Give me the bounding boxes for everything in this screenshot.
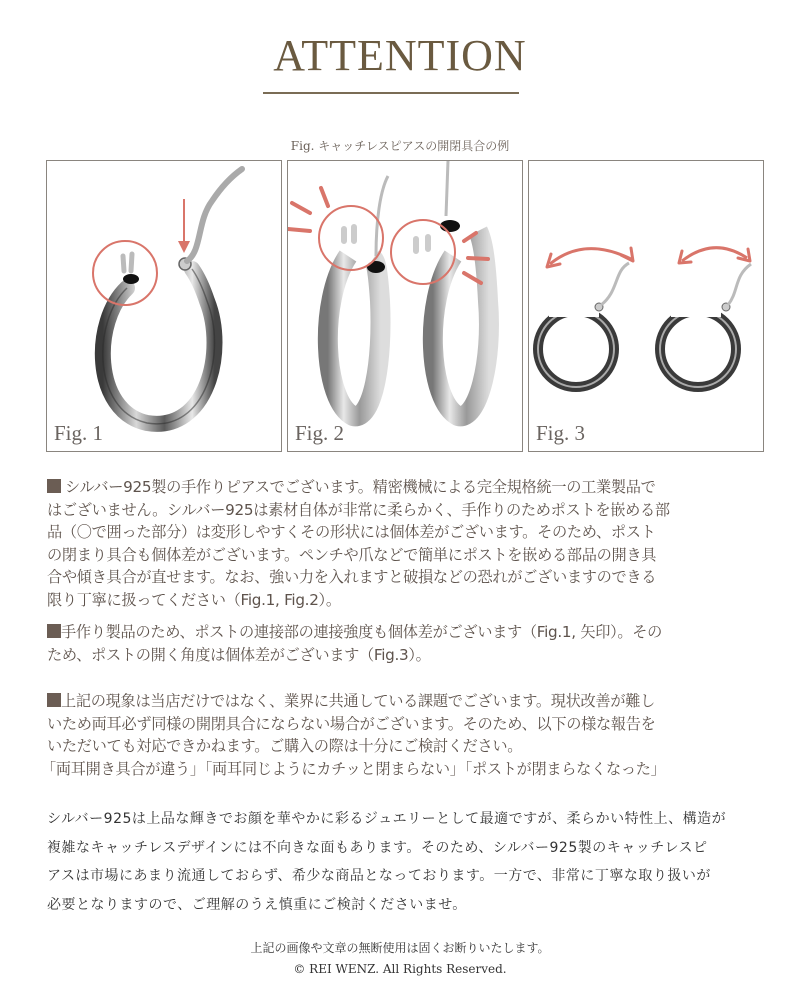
title-divider — [263, 92, 519, 94]
text-line: 限り丁寧に扱ってください（Fig.1, Fig.2）。 — [47, 590, 341, 609]
earrings-circled-sockets-illustration — [288, 161, 523, 452]
text-line: いただいても対応できかねます。ご購入の際は十分にご検討ください。 — [47, 737, 523, 756]
text-line: 品（〇で囲った部分）は変形しやすくその形状には個体差がございます。そのため、ポスト — [47, 523, 656, 542]
text-line: ため、ポストの開く角度は個体差がございます（Fig.3）。 — [47, 645, 431, 664]
copyright: © REI WENZ. All Rights Reserved. — [293, 962, 507, 976]
usage-notice: 上記の画像や文章の無断使用は固くお断りいたします。 — [250, 941, 550, 955]
earring-open-hoop-illustration — [47, 161, 282, 452]
section-industry-notice — [41, 690, 767, 780]
text-line: 合や傾き具合が直せます。なお、強い力を入れますと破損などの恐れがございますのできる — [47, 568, 657, 587]
page-title: ATTENTION — [273, 31, 527, 80]
square-bullet-icon — [47, 479, 61, 493]
figure-1-label: Fig. 1 — [54, 421, 104, 445]
text-line: 「両耳開き具合が違う」「両耳同じようにカチッと閉まらない」「ポストが閉まらなくなった」 — [41, 759, 666, 778]
text-line: いため両耳必ず同様の開閉具合にならない場合がございます。そのため、以下の様な報告を — [47, 714, 656, 733]
text-line: 必要となりますので、ご理解のうえ慎重にご検討くださいませ。 — [47, 896, 467, 913]
text-line: アスは市場にあまり流通しておらず、希少な商品となっております。一方で、非常に丁寧な取り扱いが — [47, 868, 711, 884]
text-line: の閉まり具合も個体差がございます。ペンチや爪などで簡単にポストを嵌める部品の開き具 — [47, 545, 657, 564]
earrings-opening-angle-illustration — [529, 161, 764, 452]
section-post-strength-notice — [47, 621, 767, 666]
figure-1 — [46, 160, 282, 452]
text-line: はございません。シルバー925は素材自体が非常に柔らかく、手作りのためポストを嵌める部 — [47, 500, 670, 519]
section-handmade-notice — [47, 476, 767, 612]
figure-2-label: Fig. 2 — [295, 421, 345, 445]
text-line: 手作り製品のため、ポストの連接部の連接強度も個体差がございます（Fig.1, 矢印）。その — [61, 623, 663, 641]
square-bullet-icon — [47, 624, 61, 638]
text-line: シルバー925製の手作りピアスでございます。精密機械による完全規格統一の工業製品で — [65, 478, 656, 496]
footer — [0, 938, 800, 980]
square-bullet-icon — [47, 693, 61, 707]
text-line: 複雑なキャッチレスデザインには不向きな面もあります。そのため、シルバー925製のキャッチレスピ — [47, 839, 708, 856]
figure-caption: Fig. キャッチレスピアスの開閉具合の例 — [290, 139, 510, 153]
silver-note — [47, 805, 767, 919]
figure-2 — [287, 160, 523, 452]
figure-3-label: Fig. 3 — [536, 421, 586, 445]
text-line: シルバー925は上品な輝きでお顔を華やかに彩るジュエリーとして最適ですが、柔らかい特性上、構造が — [47, 811, 727, 827]
figure-3 — [528, 160, 764, 452]
text-line: 上記の現象は当店だけではなく、業界に共通している課題でございます。現状改善が難し — [61, 692, 655, 710]
